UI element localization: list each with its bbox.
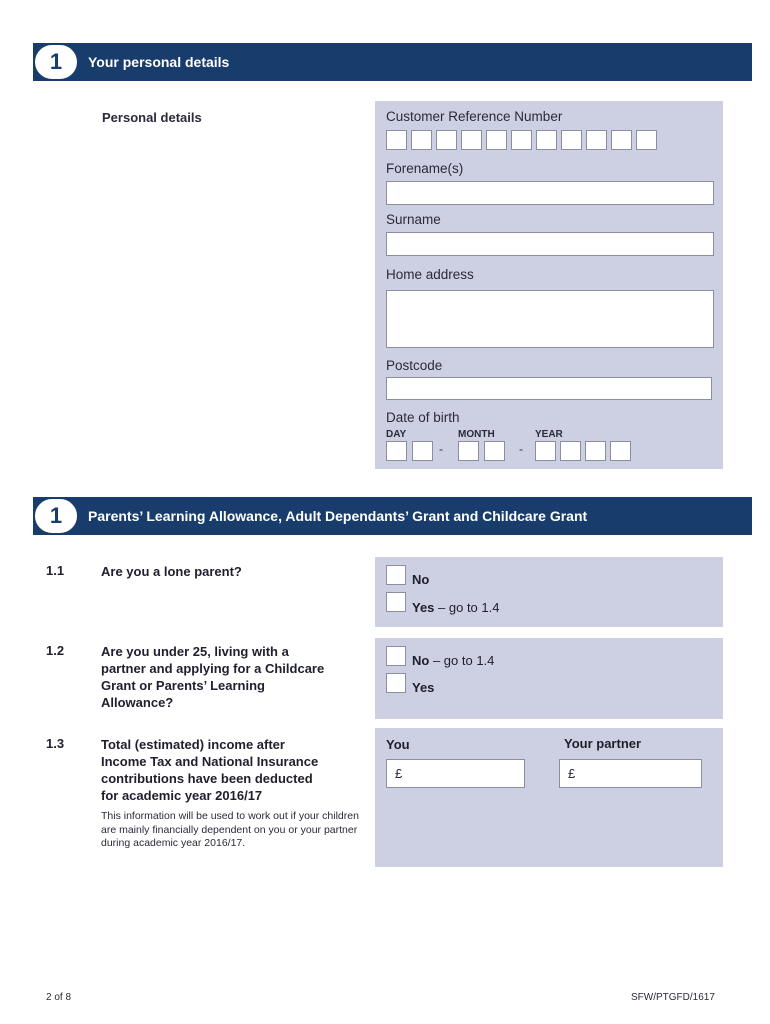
dob-month-cell[interactable] <box>484 441 505 461</box>
you-column-heading: You <box>386 737 410 752</box>
yes-option-label: Yes <box>412 680 435 695</box>
question-number: 1.2 <box>46 643 65 658</box>
dob-year-cell[interactable] <box>535 441 556 461</box>
crn-cell[interactable] <box>586 130 607 150</box>
partner-income-field[interactable] <box>559 759 702 788</box>
crn-cell[interactable] <box>461 130 482 150</box>
dob-month-label: MONTH <box>458 429 495 440</box>
question-1-2-panel <box>375 638 723 719</box>
crn-cell[interactable] <box>536 130 557 150</box>
question-text: Total (estimated) income after Income Tax and National Insurance contributions have been deducted for academic year 2016/17 <box>101 737 319 803</box>
no-option-label: No <box>412 572 430 587</box>
partner-column-heading: Your partner <box>564 736 642 751</box>
dob-year-label: YEAR <box>535 429 563 440</box>
dob-label: Date of birth <box>386 410 460 425</box>
section-number-badge: 1 <box>33 497 79 535</box>
personal-details-panel <box>375 101 723 469</box>
yes-checkbox[interactable] <box>386 673 406 693</box>
form-code: SFW/PTGFD/1617 <box>631 992 715 1003</box>
you-income-field[interactable] <box>386 759 525 788</box>
question-number: 1.3 <box>46 736 65 751</box>
crn-cell[interactable] <box>561 130 582 150</box>
dob-month-cell[interactable] <box>458 441 479 461</box>
currency-symbol: £ <box>568 766 576 781</box>
dob-day-cell[interactable] <box>386 441 407 461</box>
crn-cell[interactable] <box>636 130 657 150</box>
section-title: Your personal details <box>88 54 230 70</box>
crn-cell[interactable] <box>436 130 457 150</box>
no-checkbox[interactable] <box>386 565 406 585</box>
section-number-badge: 1 <box>33 43 79 81</box>
yes-option-label: Yes – go to 1.4 <box>412 600 500 615</box>
dob-year-cell[interactable] <box>560 441 581 461</box>
crn-cell[interactable] <box>386 130 407 150</box>
yes-checkbox[interactable] <box>386 592 406 612</box>
postcode-label: Postcode <box>386 358 443 373</box>
page-number: 2 of 8 <box>46 992 72 1003</box>
dob-day-label: DAY <box>386 429 407 440</box>
crn-cell[interactable] <box>486 130 507 150</box>
crn-cell[interactable] <box>611 130 632 150</box>
currency-symbol: £ <box>395 766 403 781</box>
no-option-label: No – go to 1.4 <box>412 653 495 668</box>
personal-details-label: Personal details <box>102 110 202 125</box>
dob-year-cell[interactable] <box>610 441 631 461</box>
surname-label: Surname <box>386 212 441 227</box>
crn-label: Customer Reference Number <box>386 109 563 124</box>
forename-label: Forename(s) <box>386 161 464 176</box>
crn-cell[interactable] <box>511 130 532 150</box>
question-text: Are you under 25, living with a partner and applying for a Childcare Grant or Parents’ Learning Allowance? <box>101 644 325 710</box>
dob-year-cell[interactable] <box>585 441 606 461</box>
dob-separator: - <box>439 442 443 456</box>
section-title: Parents’ Learning Allowance, Adult Dependants’ Grant and Childcare Grant <box>88 508 588 524</box>
question-1-1-panel <box>375 557 723 627</box>
dob-day-cell[interactable] <box>412 441 433 461</box>
postcode-field[interactable] <box>386 377 712 400</box>
question-1-3-panel <box>375 728 723 867</box>
question-note: This information will be used to work out if your children are mainly financially dependent on you or your partner during academic year 2016/17. <box>101 810 359 849</box>
crn-cell[interactable] <box>411 130 432 150</box>
forename-field[interactable] <box>386 181 714 205</box>
dob-separator: - <box>519 442 523 456</box>
surname-field[interactable] <box>386 232 714 256</box>
question-text: Are you a lone parent? <box>101 564 242 579</box>
home-address-label: Home address <box>386 267 474 282</box>
question-number: 1.1 <box>46 563 65 578</box>
home-address-field[interactable] <box>386 290 714 348</box>
no-checkbox[interactable] <box>386 646 406 666</box>
